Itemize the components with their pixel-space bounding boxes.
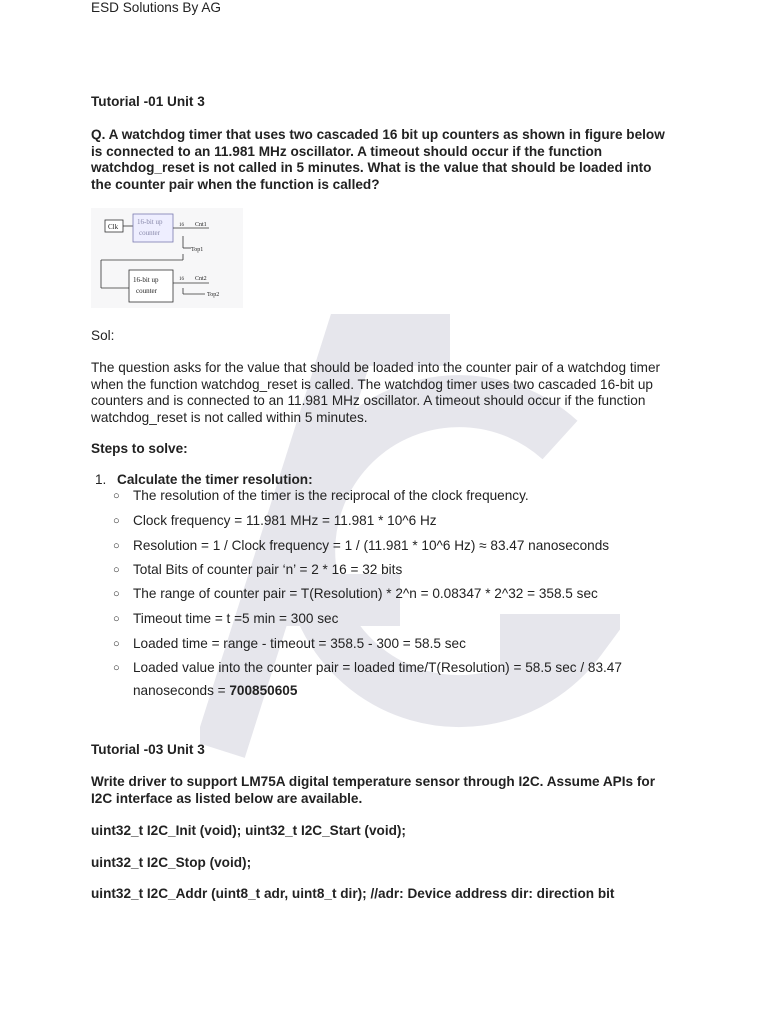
top1-label: Top1 — [191, 247, 204, 253]
api-line-3: uint32_t I2C_Addr (uint8_t adr, uint8_t dir); //adr: Device address dir: direction bit — [91, 886, 615, 901]
answer-line-2 — [133, 679, 653, 702]
question-line: the counter pair when the function is called? — [91, 176, 380, 192]
counter-diagram-svg — [91, 208, 243, 308]
counter2-label-2: counter — [136, 287, 157, 295]
question-line: Write driver to support LM75A digital temperature sensor through I2C. Assume APIs for — [91, 774, 655, 789]
top2-label: Top2 — [207, 292, 220, 298]
question-line: I2C interface as listed below are available. — [91, 790, 363, 806]
step-1-title: Calculate the timer resolution: — [117, 472, 313, 487]
intro-line: The question asks for the value that should be loaded into the counter pair of a watchdog timer — [91, 360, 661, 375]
tutorial-3-question — [91, 774, 681, 807]
intro-paragraph — [91, 360, 681, 426]
counter-diagram — [91, 208, 243, 308]
bullet-text: The resolution of the timer is the reciprocal of the clock frequency. — [133, 488, 529, 503]
bullet-dot-icon: ○ — [113, 515, 120, 527]
bullet-dot-icon: ○ — [113, 662, 120, 674]
bullet-dot-icon: ○ — [113, 490, 120, 502]
bullet-text: Total Bits of counter pair ‘n’ = 2 * 16 = 32 bits — [133, 562, 403, 577]
question-line: is connected to an 11.981 MHz oscillator. A timeout should occur if the function — [91, 143, 603, 159]
cnt2-label: Cnt2 — [195, 276, 207, 282]
tutorial-1-title: Tutorial -01 Unit 3 — [91, 94, 205, 109]
tutorial-3-title: Tutorial -03 Unit 3 — [91, 742, 205, 757]
counter1-label-1: 16-bit up — [137, 218, 163, 226]
intro-line: when the function watchdog_reset is called. The watchdog timer uses two cascaded 16-bit up — [91, 376, 653, 392]
bullet-text: Resolution = 1 / Clock frequency = 1 / (11.981 * 10^6 Hz) ≈ 83.47 nanoseconds — [133, 538, 610, 553]
bits1-label: 16 — [179, 223, 184, 228]
question-line: watchdog_reset is not called in 5 minutes. What is the value that should be loaded into — [91, 160, 652, 175]
step-1-number: 1. — [95, 472, 107, 487]
counter2-label-1: 16-bit up — [133, 276, 159, 284]
api-line-1: uint32_t I2C_Init (void); uint32_t I2C_Start (void); — [91, 823, 406, 838]
bullet-text — [133, 656, 653, 702]
api-line-2: uint32_t I2C_Stop (void); — [91, 855, 252, 870]
tutorial-1-question — [91, 127, 681, 193]
intro-line: watchdog_reset is not called within 5 minutes. — [91, 409, 368, 425]
sol-label: Sol: — [91, 328, 115, 343]
bullet-dot-icon: ○ — [113, 564, 120, 576]
bullet-dot-icon: ○ — [113, 540, 120, 552]
bullet-dot-icon: ○ — [113, 588, 120, 600]
bullet-text: Loaded time = range - timeout = 358.5 - 300 = 58.5 sec — [133, 636, 466, 651]
intro-line: counters and is connected to an 11.981 MHz oscillator. A timeout should occur if the function — [91, 393, 646, 408]
bullet-text: The range of counter pair = T(Resolution) * 2^n = 0.08347 * 2^32 = 358.5 sec — [133, 586, 598, 601]
cnt1-label: Cnt1 — [195, 222, 207, 228]
steps-heading: Steps to solve: — [91, 441, 188, 456]
answer-prefix: nanoseconds = — [133, 683, 230, 698]
counter1-label-2: counter — [139, 229, 160, 237]
question-line: Q. A watchdog timer that uses two cascaded 16 bit up counters as shown in figure below — [91, 127, 665, 142]
bullet-dot-icon: ○ — [113, 613, 120, 625]
clk-label: Clk — [108, 223, 119, 231]
bullet-text: Timeout time = t =5 min = 300 sec — [133, 611, 339, 626]
bullet-dot-icon: ○ — [113, 638, 120, 650]
answer-value: 700850605 — [229, 683, 298, 698]
bits2-label: 16 — [179, 277, 184, 282]
bullet-text: Clock frequency = 11.981 MHz = 11.981 * 10^6 Hz — [133, 513, 437, 528]
document-header: ESD Solutions By AG — [91, 0, 221, 15]
answer-line-1: Loaded value into the counter pair = loaded time/T(Resolution) = 58.5 sec / 83.47 — [133, 660, 622, 675]
